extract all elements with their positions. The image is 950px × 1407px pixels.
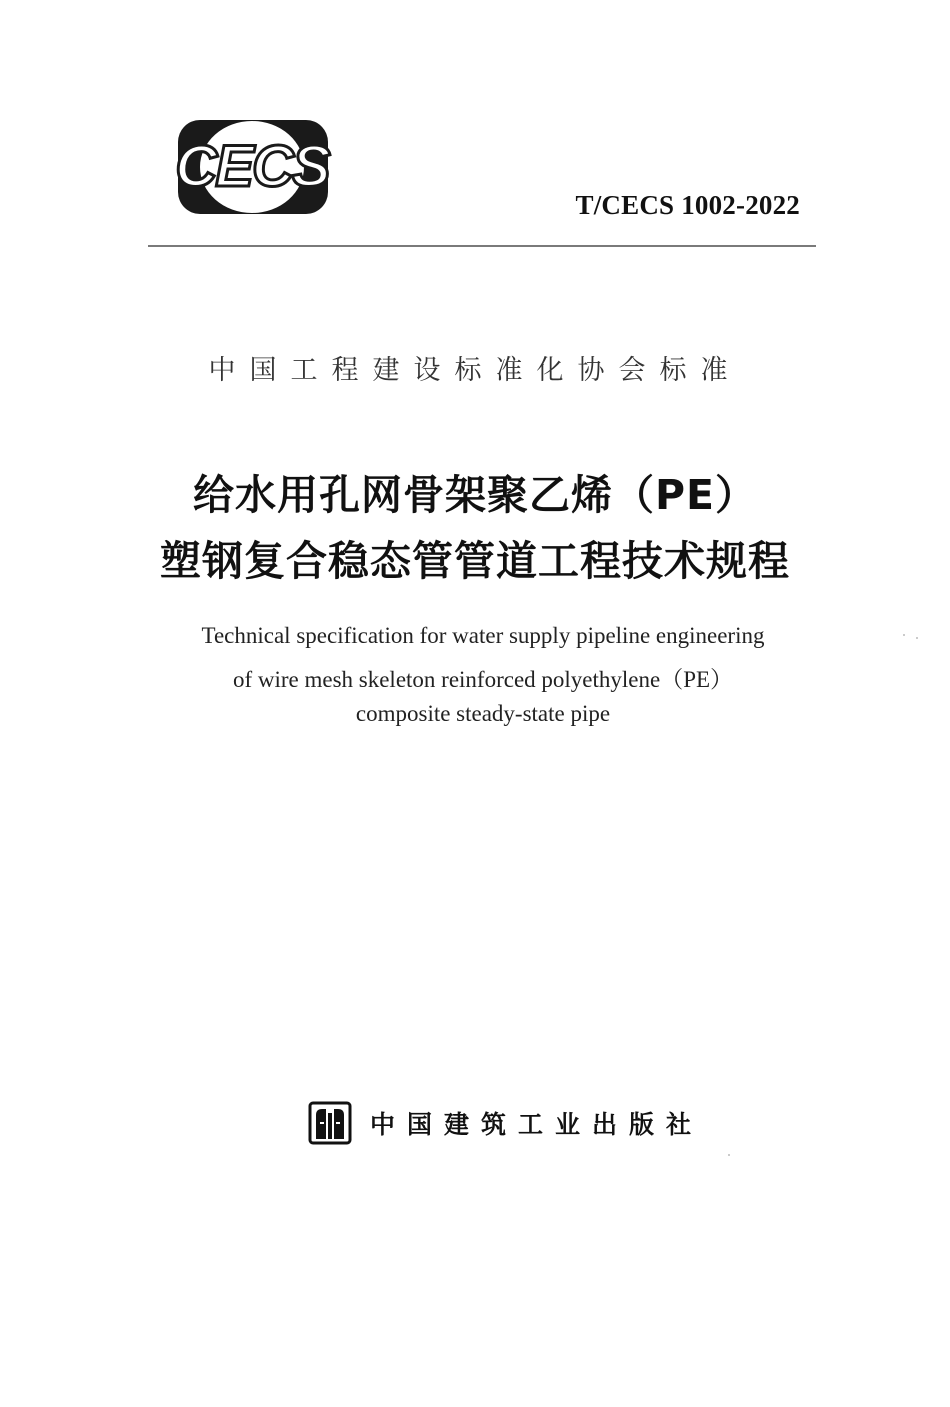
standard-number: T/CECS 1002-2022 (575, 190, 800, 220)
logo-text: CECS (175, 134, 329, 199)
cecs-logo-icon (160, 118, 345, 216)
title-cn-line2: 塑钢复合稳态管管道工程技术规程 (160, 537, 790, 585)
scan-speck (728, 1154, 730, 1156)
publisher-emblem-icon (308, 1101, 352, 1145)
association-heading: 中国工程建设标准化协会标准 (208, 355, 742, 386)
publisher-name: 中国建筑工业出版社 (370, 1110, 704, 1139)
publisher (308, 1100, 703, 1146)
title-en-line2: of wire mesh skeleton reinforced polyethylene（PE） (232, 667, 734, 692)
scan-speck (916, 637, 918, 639)
title-en-line1: Technical specification for water supply pipeline engineering (201, 623, 765, 648)
title-en-line3: composite steady-state pipe (355, 701, 611, 726)
cecs-logo (160, 118, 345, 216)
scan-speck (903, 634, 905, 636)
header-divider (148, 245, 816, 247)
title-cn-line1: 给水用孔网骨架聚乙烯（PE） (192, 471, 758, 519)
